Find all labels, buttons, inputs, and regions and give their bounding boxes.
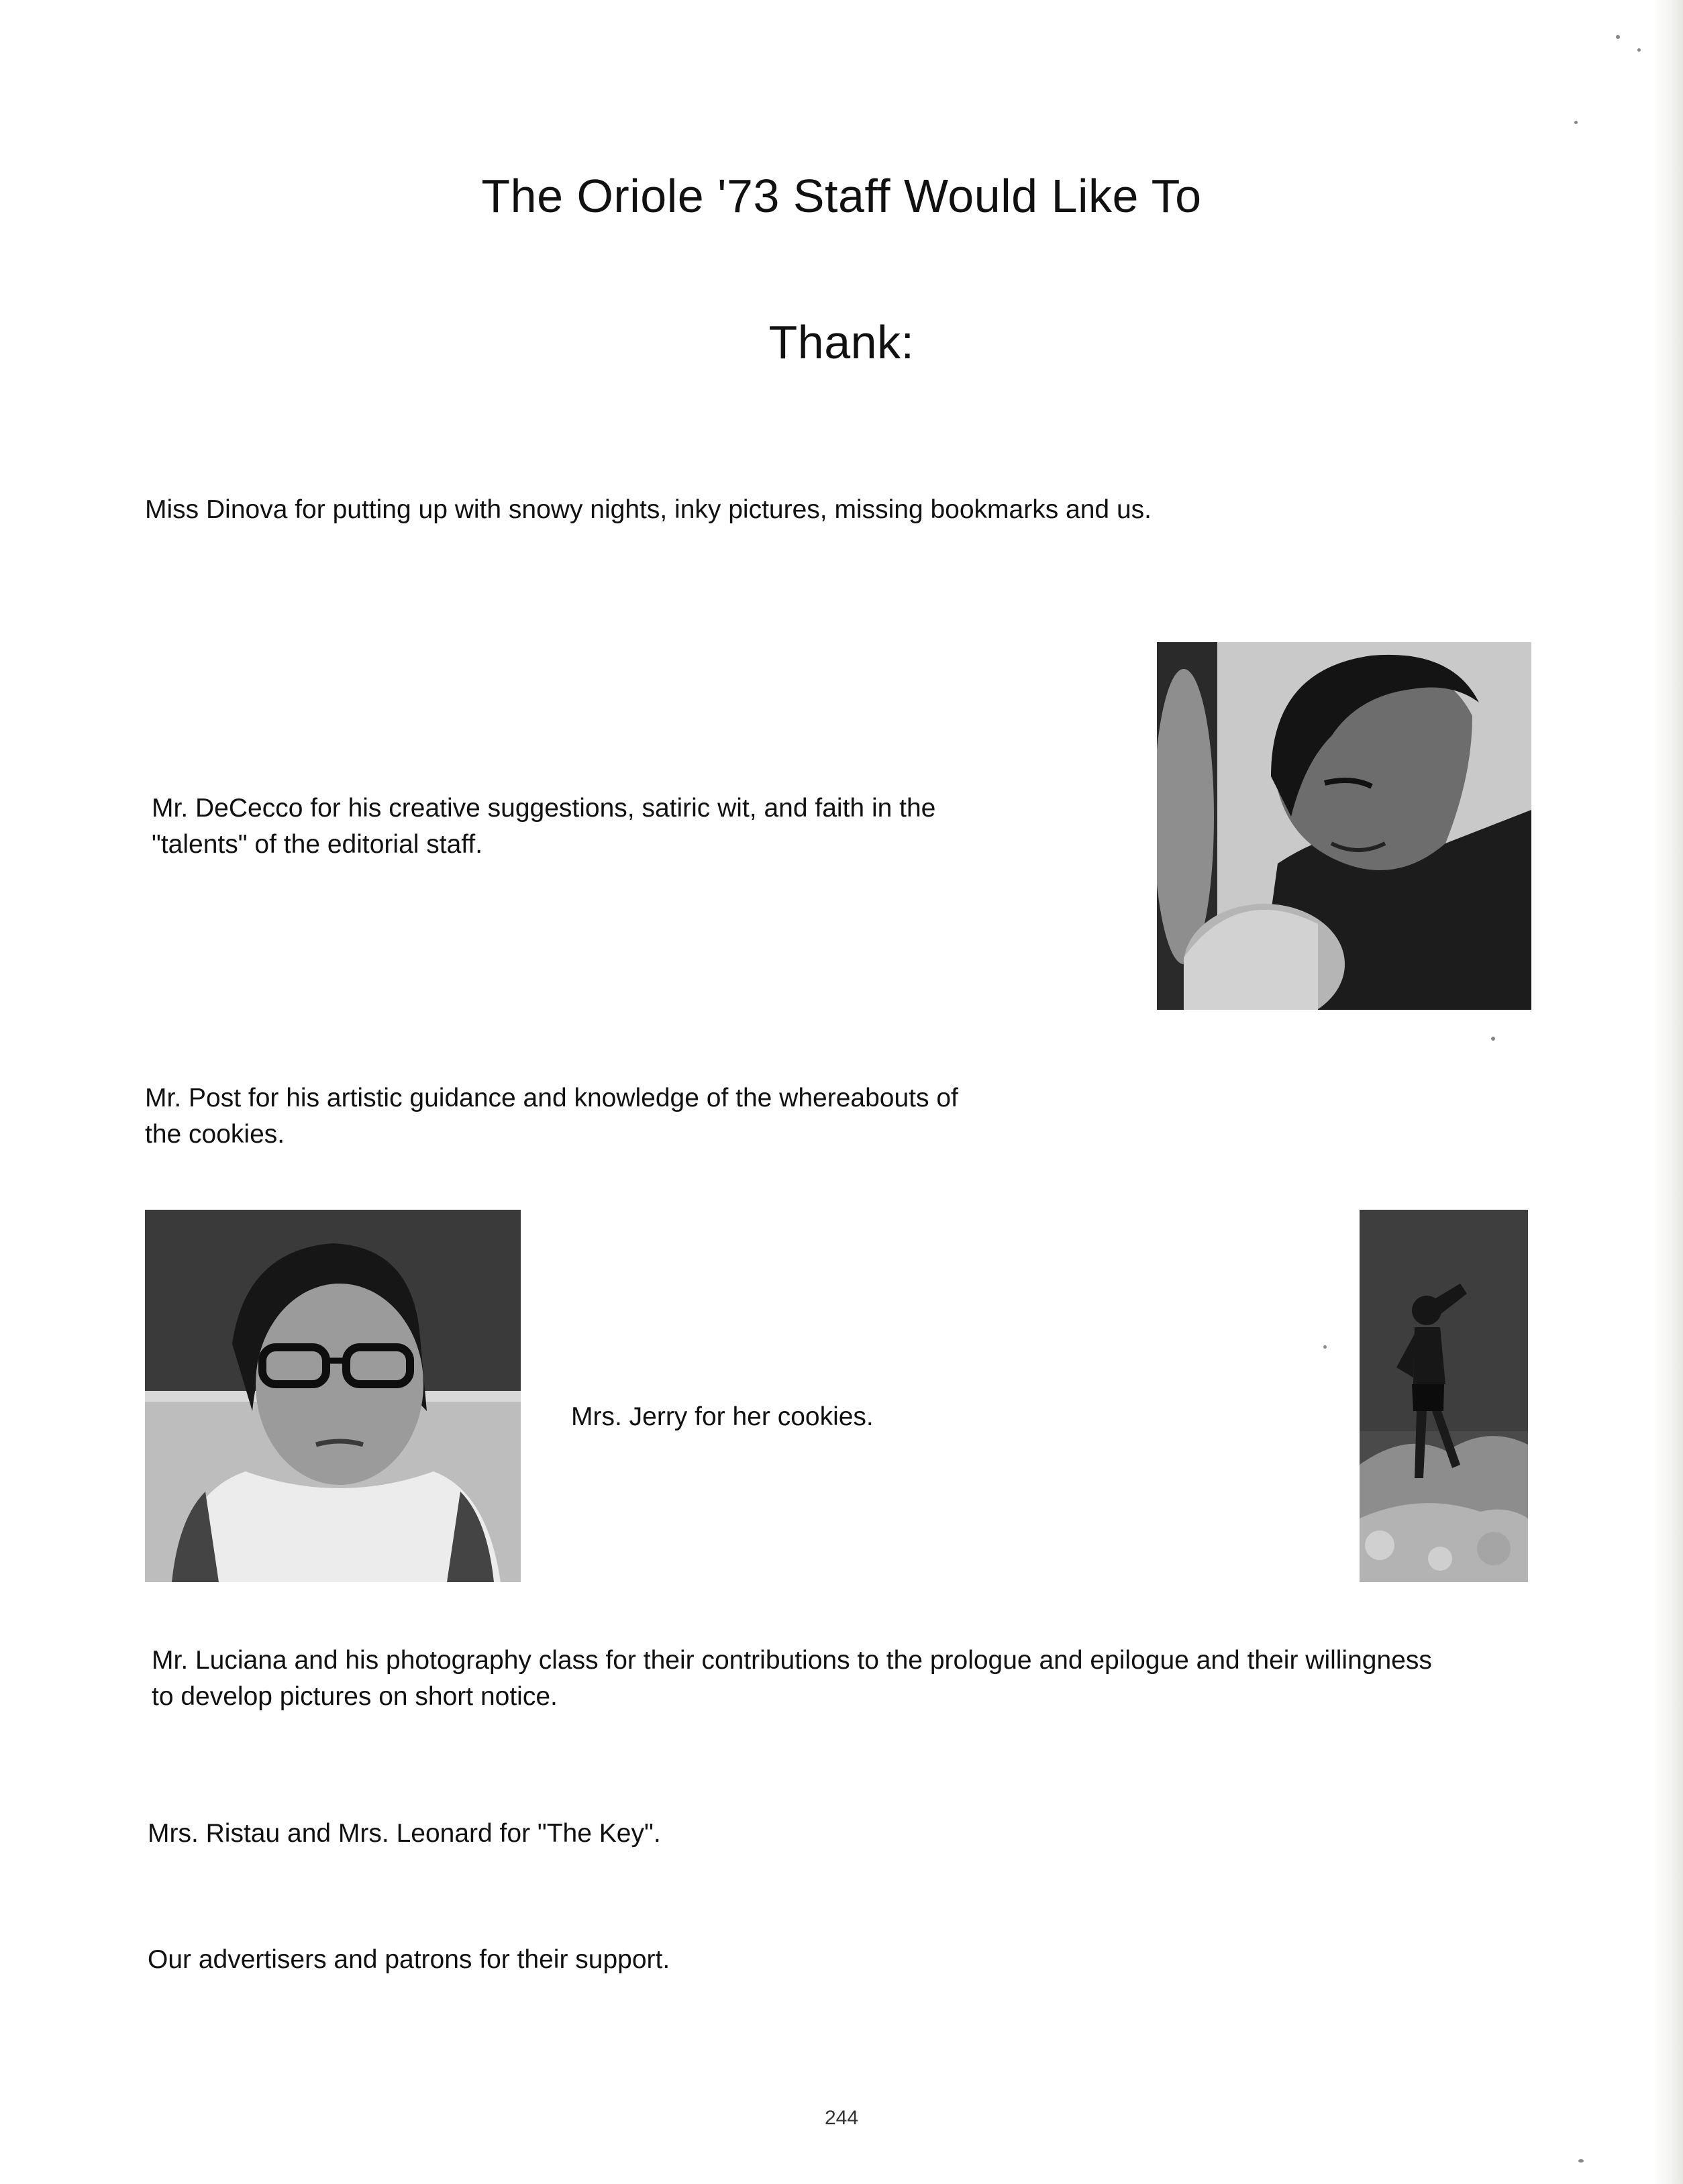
thanks-luciana-line-1: Mr. Luciana and his photography class for their contributions to the prologue and epilogue and their willingness <box>152 1646 1432 1675</box>
photo-man-on-rocks <box>1360 1210 1528 1582</box>
scan-speck <box>1616 35 1620 39</box>
thanks-post <box>145 1080 958 1153</box>
thanks-jerry: Mrs. Jerry for her cookies. <box>571 1402 874 1431</box>
thanks-luciana-line-2: to develop pictures on short notice. <box>152 1682 558 1711</box>
page-number: 244 <box>824 2107 859 2129</box>
thanks-advertisers: Our advertisers and patrons for their support. <box>148 1945 670 1974</box>
thanks-dececco <box>152 790 935 863</box>
scan-speck <box>1491 1037 1495 1041</box>
thanks-post-line-2: the cookies. <box>145 1120 285 1149</box>
thanks-dinova: Miss Dinova for putting up with snowy nights, inky pictures, missing bookmarks and us. <box>145 495 1152 524</box>
scan-speck <box>1578 2159 1584 2163</box>
photo-mrs-jerry <box>145 1210 521 1582</box>
photo-mr-dececco <box>1157 642 1531 1010</box>
scan-speck <box>1323 1345 1327 1349</box>
scan-speck <box>1637 48 1641 52</box>
thanks-ristau-leonard: Mrs. Ristau and Mrs. Leonard for "The Key". <box>148 1819 661 1848</box>
thanks-post-line-1: Mr. Post for his artistic guidance and knowledge of the whereabouts of <box>145 1084 958 1112</box>
page-title-continued: Thank: <box>768 316 915 368</box>
thanks-luciana <box>152 1643 1432 1715</box>
page-title: The Oriole '73 Staff Would Like To <box>481 170 1202 222</box>
scan-speck <box>1574 121 1578 124</box>
thanks-dececco-line-2: "talents" of the editorial staff. <box>152 830 483 859</box>
thanks-dececco-line-1: Mr. DeCecco for his creative suggestions, satiric wit, and faith in the <box>152 794 936 823</box>
